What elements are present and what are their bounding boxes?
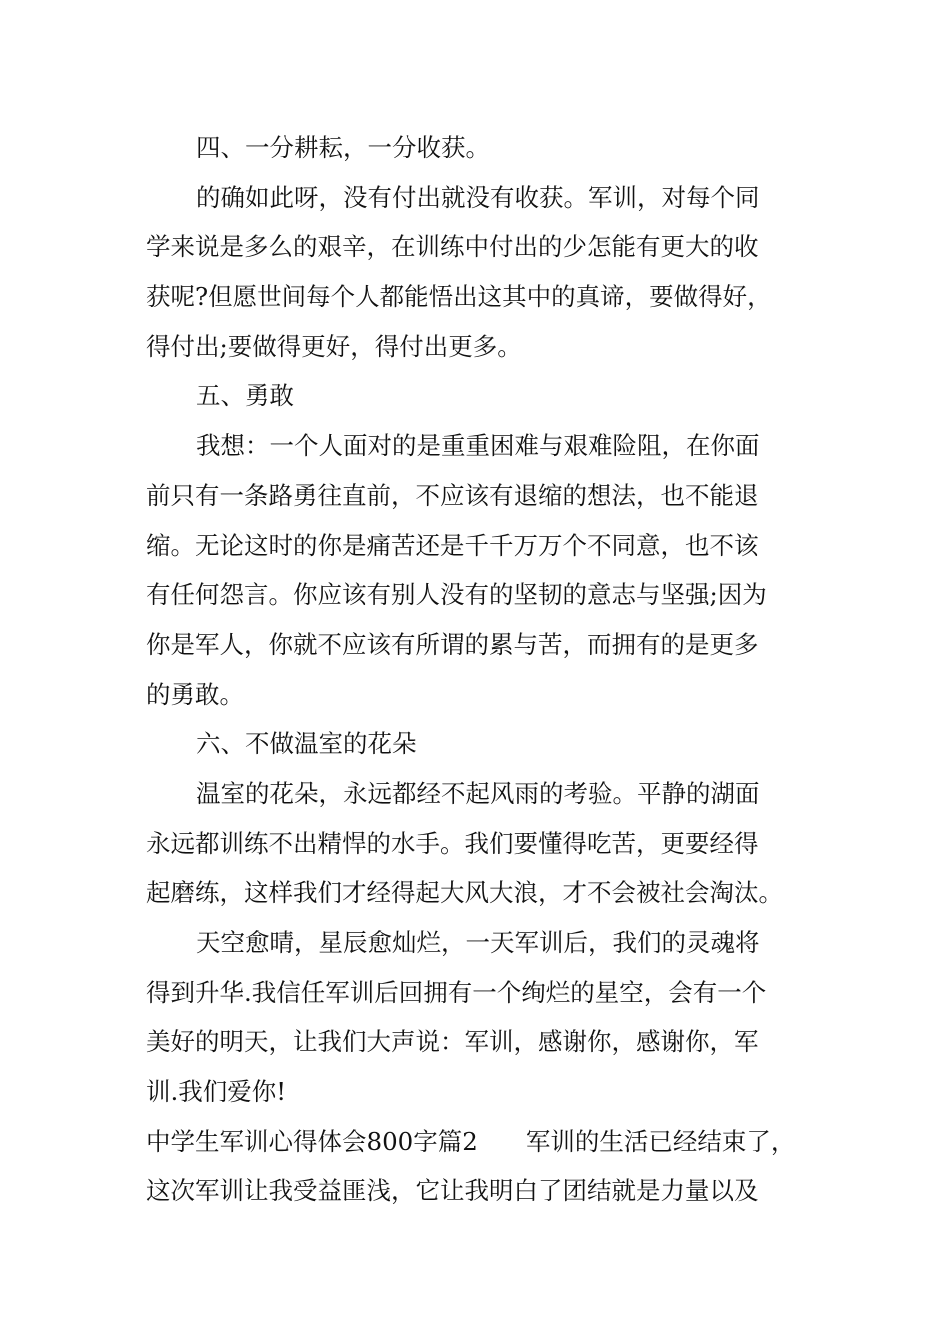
section-heading-5: 五、勇敢 bbox=[196, 381, 294, 411]
paragraph-line: 学来说是多么的艰辛，在训练中付出的少怎能有更大的收 bbox=[146, 232, 759, 262]
section-heading-4: 四、一分耕耘，一分收获。 bbox=[196, 133, 490, 162]
paragraph-line: 你是军人，你就不应该有所谓的累与苦，而拥有的是更多 bbox=[146, 629, 759, 659]
section-heading-6: 六、不做温室的花朵 bbox=[196, 729, 417, 759]
paragraph-line: 的确如此呀，没有付出就没有收获。军训，对每个同 bbox=[196, 182, 760, 212]
paragraph-line: 永远都训练不出精悍的水手。我们要懂得吃苦，更要经得 bbox=[146, 828, 759, 858]
paragraph-line: 前只有一条路勇往直前，不应该有退缩的想法，也不能退 bbox=[146, 480, 759, 510]
article-heading-line bbox=[146, 1117, 818, 1167]
paragraph-line: 获呢?但愿世间每个人都能悟出这其中的真谛，要做得好， bbox=[146, 282, 772, 312]
paragraph-line: 我想：一个人面对的是重重困难与艰难险阻，在你面 bbox=[196, 431, 760, 461]
paragraph-line: 得到升华.我信任军训后回拥有一个绚烂的星空，会有一个 bbox=[146, 977, 767, 1007]
paragraph-line: 缩。无论这时的你是痛苦还是千千万万个不同意，也不该 bbox=[146, 530, 759, 560]
paragraph-line: 天空愈晴，星辰愈灿烂，一天军训后，我们的灵魂将 bbox=[196, 928, 760, 957]
paragraph-line: 温室的花朵，永远都经不起风雨的考验。平静的湖面 bbox=[196, 778, 760, 808]
paragraph-line: 起磨练，这样我们才经得起大风大浪，才不会被社会淘汰。 bbox=[146, 878, 783, 908]
paragraph-line: 训.我们爱你! bbox=[146, 1077, 287, 1107]
paragraph-line: 的勇敢。 bbox=[146, 679, 244, 709]
paragraph-line: 得付出;要做得更好，得付出更多。 bbox=[146, 331, 522, 361]
paragraph-line: 美好的明天，让我们大声说：军训，感谢你，感谢你，军 bbox=[146, 1027, 759, 1057]
paragraph-line: 这次军训让我受益匪浅，它让我明白了团结就是力量以及 bbox=[146, 1176, 759, 1206]
paragraph-line: 有任何怨言。你应该有别人没有的坚韧的意志与坚强;因为 bbox=[146, 580, 767, 610]
document-body bbox=[146, 123, 818, 1216]
paragraph-start: 军训的生活已经结束了， bbox=[525, 1126, 796, 1156]
article-heading: 中学生军训心得体会800字篇2 bbox=[146, 1126, 478, 1156]
